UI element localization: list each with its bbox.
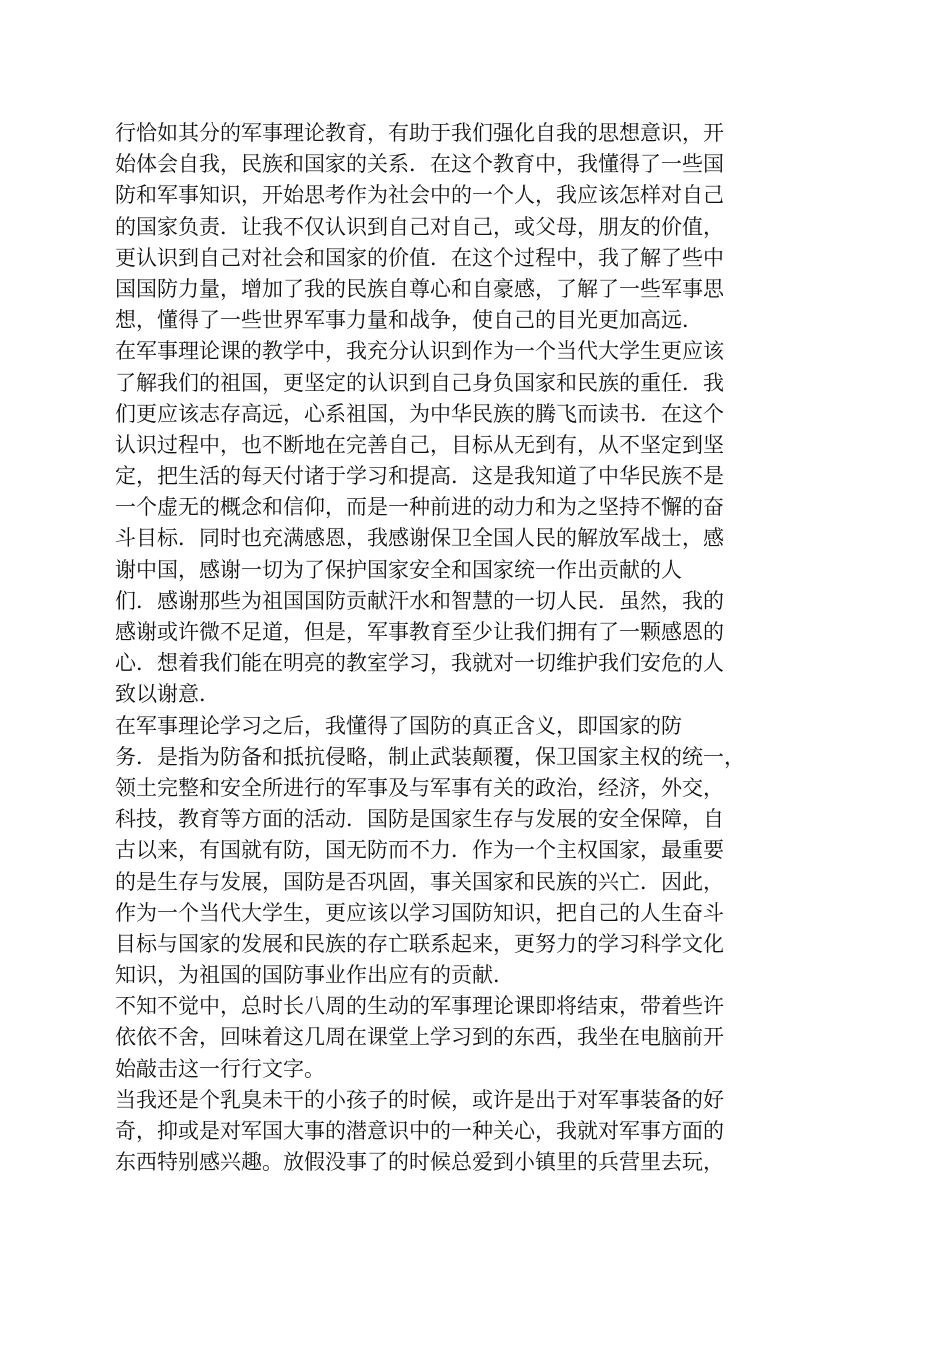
text-line: 行恰如其分的军事理论教育，有助于我们强化自我的思想意识，开 — [115, 121, 724, 145]
text-line: 科技，教育等方面的活动．国防是国家生存与发展的安全保障，自 — [115, 807, 724, 832]
text-line: 在军事理论学习之后，我懂得了国防的真正含义，即国家的防 — [115, 713, 682, 738]
text-line: 更认识到自己对社会和国家的价值．在这个过程中，我了解了些中 — [115, 245, 724, 270]
text-line: 在军事理论课的教学中，我充分认识到作为一个当代大学生更应该 — [115, 339, 724, 364]
text-line: 们．感谢那些为祖国国防贡献汗水和智慧的一切人民．虽然，我的 — [115, 588, 724, 613]
text-line: 当我还是个乳臭未干的小孩子的时候，或许是出于对军事装备的好 — [115, 1087, 724, 1112]
text-line: 防和军事知识，开始思考作为社会中的一个人，我应该怎样对自己 — [115, 183, 724, 208]
text-line: 定，把生活的每天付诸于学习和提高．这是我知道了中华民族不是 — [115, 464, 724, 489]
text-line: 国国防力量，增加了我的民族自尊心和自豪感，了解了一些军事思 — [115, 276, 724, 301]
text-line: 作为一个当代大学生，更应该以学习国防知识，把自己的人生奋斗 — [115, 900, 724, 925]
text-line: 东西特别感兴趣。放假没事了的时候总爱到小镇里的兵营里去玩， — [115, 1150, 724, 1175]
text-line: 的国家负责．让我不仅认识到自己对自己，或父母，朋友的价值， — [115, 214, 724, 239]
text-line: 一个虚无的概念和信仰，而是一种前进的动力和为之坚持不懈的奋 — [115, 495, 724, 520]
essay-text — [115, 118, 795, 1178]
text-line: 心．想着我们能在明亮的教室学习，我就对一切维护我们安危的人 — [115, 651, 724, 676]
text-line: 知识，为祖国的国防事业作出应有的贡献． — [115, 963, 514, 988]
text-line: 始敲击这一行行文字。 — [115, 1056, 325, 1081]
text-line: 了解我们的祖国，更坚定的认识到自己身负国家和民族的重任．我 — [115, 370, 724, 395]
text-line: 想，懂得了一些世界军事力量和战争，使自己的目光更加高远． — [115, 308, 703, 333]
text-line: 感谢或许微不足道，但是，军事教育至少让我们拥有了一颗感恩的 — [115, 620, 724, 644]
text-line: 领土完整和安全所进行的军事及与军事有关的政治，经济，外交， — [115, 775, 724, 800]
text-line: 致以谢意． — [115, 682, 220, 707]
text-line: 的是生存与发展，国防是否巩固，事关国家和民族的兴亡．因此， — [115, 869, 724, 894]
text-line: 不知不觉中，总时长八周的生动的军事理论课即将结束，带着些许 — [115, 994, 724, 1019]
text-line: 务．是指为防备和抵抗侵略，制止武装颠覆，保卫国家主权的统一， — [115, 744, 745, 769]
text-line: 目标与国家的发展和民族的存亡联系起来，更努力的学习科学文化 — [115, 931, 724, 956]
text-line: 依依不舍，回味着这几周在课堂上学习到的东西，我坐在电脑前开 — [115, 1025, 724, 1050]
text-line: 斗目标．同时也充满感恩，我感谢保卫全国人民的解放军战士，感 — [115, 526, 724, 551]
text-line: 们更应该志存高远，心系祖国，为中华民族的腾飞而读书．在这个 — [115, 401, 724, 426]
text-line: 始体会自我，民族和国家的关系．在这个教育中，我懂得了一些国 — [115, 152, 724, 177]
text-line: 奇，抑或是对军国大事的潜意识中的一种关心，我就对军事方面的 — [115, 1119, 724, 1143]
text-line: 古以来，有国就有防，国无防而不力．作为一个主权国家，最重要 — [115, 838, 724, 863]
text-line: 谢中国，感谢一切为了保护国家安全和国家统一作出贡献的人 — [115, 557, 682, 582]
text-line: 认识过程中，也不断地在完善自己，目标从无到有，从不坚定到坚 — [115, 432, 724, 457]
